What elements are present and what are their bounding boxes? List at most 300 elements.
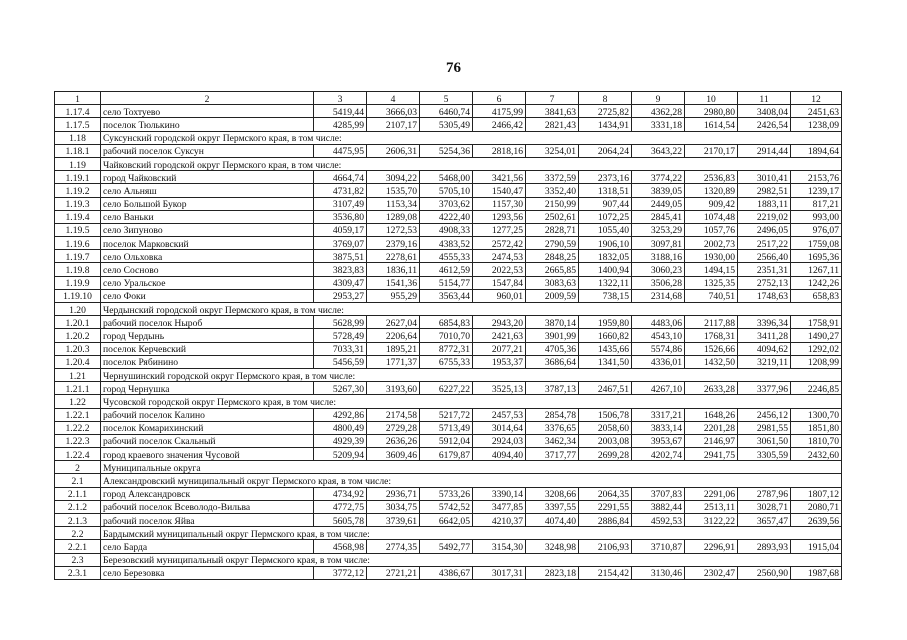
value-cell: 4202,74 bbox=[632, 448, 685, 461]
table-row bbox=[55, 448, 842, 461]
value-cell: 3390,14 bbox=[473, 487, 526, 500]
value-cell: 909,42 bbox=[685, 197, 738, 210]
value-cell: 5728,49 bbox=[314, 329, 367, 342]
header-cell: 6 bbox=[473, 92, 526, 105]
section-title: Березовский муниципальный округ Пермского края, в том числе: bbox=[101, 553, 842, 566]
value-cell: 1895,21 bbox=[367, 342, 420, 355]
value-cell: 5705,10 bbox=[420, 184, 473, 197]
table-row bbox=[55, 540, 842, 553]
value-cell: 3097,81 bbox=[632, 237, 685, 250]
value-cell: 3083,63 bbox=[526, 276, 579, 289]
row-code: 1.19.1 bbox=[55, 171, 101, 184]
settlement-name: село Альняш bbox=[101, 184, 314, 197]
value-cell: 1157,30 bbox=[473, 197, 526, 210]
value-cell: 2560,90 bbox=[738, 566, 791, 579]
data-table bbox=[54, 91, 842, 580]
value-cell: 5574,86 bbox=[632, 342, 685, 355]
value-cell: 5628,99 bbox=[314, 316, 367, 329]
row-code: 1.19.7 bbox=[55, 250, 101, 263]
value-cell: 4612,59 bbox=[420, 263, 473, 276]
row-code: 1.18 bbox=[55, 131, 101, 144]
header-cell: 9 bbox=[632, 92, 685, 105]
settlement-name: село Уральское bbox=[101, 276, 314, 289]
value-cell: 2373,16 bbox=[579, 171, 632, 184]
header-cell: 1 bbox=[55, 92, 101, 105]
value-cell: 4475,95 bbox=[314, 144, 367, 157]
value-cell: 6179,87 bbox=[420, 448, 473, 461]
value-cell: 4362,28 bbox=[632, 105, 685, 118]
value-cell: 3061,50 bbox=[738, 434, 791, 447]
settlement-name: село Зипуново bbox=[101, 223, 314, 236]
value-cell: 6642,05 bbox=[420, 514, 473, 527]
value-cell: 3536,80 bbox=[314, 210, 367, 223]
header-cell: 7 bbox=[526, 92, 579, 105]
value-cell: 1547,84 bbox=[473, 276, 526, 289]
value-cell: 2467,51 bbox=[579, 382, 632, 395]
header-row bbox=[55, 92, 842, 105]
header-cell: 5 bbox=[420, 92, 473, 105]
settlement-name: село Сосново bbox=[101, 263, 314, 276]
value-cell: 5605,78 bbox=[314, 514, 367, 527]
value-cell: 2636,26 bbox=[367, 434, 420, 447]
value-cell: 2496,05 bbox=[738, 223, 791, 236]
row-code: 1.17.5 bbox=[55, 118, 101, 131]
value-cell: 4094,62 bbox=[738, 342, 791, 355]
section-title: Чайковский городской округ Пермского края, в том числе: bbox=[101, 157, 842, 170]
section-row bbox=[55, 395, 842, 408]
value-cell: 817,21 bbox=[791, 197, 842, 210]
value-cell: 1153,34 bbox=[367, 197, 420, 210]
value-cell: 2606,31 bbox=[367, 144, 420, 157]
value-cell: 1239,17 bbox=[791, 184, 842, 197]
value-cell: 1494,15 bbox=[685, 263, 738, 276]
row-code: 1.18.1 bbox=[55, 144, 101, 157]
settlement-name: поселок Керчевский bbox=[101, 342, 314, 355]
row-code: 1.19.8 bbox=[55, 263, 101, 276]
value-cell: 5254,36 bbox=[420, 144, 473, 157]
value-cell: 6854,83 bbox=[420, 316, 473, 329]
settlement-name: город Чернушка bbox=[101, 382, 314, 395]
row-code: 1.19.4 bbox=[55, 210, 101, 223]
value-cell: 5217,72 bbox=[420, 408, 473, 421]
page-number: 76 bbox=[446, 60, 461, 76]
row-code: 2.1.1 bbox=[55, 487, 101, 500]
value-cell: 4800,49 bbox=[314, 421, 367, 434]
table-row bbox=[55, 105, 842, 118]
value-cell: 5912,04 bbox=[420, 434, 473, 447]
value-cell: 2818,16 bbox=[473, 144, 526, 157]
value-cell: 3411,28 bbox=[738, 329, 791, 342]
row-code: 1.19.10 bbox=[55, 289, 101, 302]
value-cell: 2729,28 bbox=[367, 421, 420, 434]
value-cell: 2170,17 bbox=[685, 144, 738, 157]
table-row bbox=[55, 316, 842, 329]
section-title: Суксунский городской округ Пермского края, в том числе: bbox=[101, 131, 842, 144]
settlement-name: город Александровск bbox=[101, 487, 314, 500]
row-code: 2.3.1 bbox=[55, 566, 101, 579]
value-cell: 4772,75 bbox=[314, 500, 367, 513]
table-row bbox=[55, 223, 842, 236]
section-row bbox=[55, 461, 842, 474]
value-cell: 3248,98 bbox=[526, 540, 579, 553]
row-code: 2 bbox=[55, 461, 101, 474]
value-cell: 2150,99 bbox=[526, 197, 579, 210]
value-cell: 4731,82 bbox=[314, 184, 367, 197]
value-cell: 2201,28 bbox=[685, 421, 738, 434]
value-cell: 2517,22 bbox=[738, 237, 791, 250]
value-cell: 3870,14 bbox=[526, 316, 579, 329]
value-cell: 2219,02 bbox=[738, 210, 791, 223]
value-cell: 5267,30 bbox=[314, 382, 367, 395]
value-cell: 3352,40 bbox=[526, 184, 579, 197]
value-cell: 1506,78 bbox=[579, 408, 632, 421]
value-cell: 5733,26 bbox=[420, 487, 473, 500]
value-cell: 2981,55 bbox=[738, 421, 791, 434]
value-cell: 1400,94 bbox=[579, 263, 632, 276]
value-cell: 738,15 bbox=[579, 289, 632, 302]
value-cell: 1277,25 bbox=[473, 223, 526, 236]
value-cell: 4568,98 bbox=[314, 540, 367, 553]
value-cell: 2845,41 bbox=[632, 210, 685, 223]
value-cell: 3774,22 bbox=[632, 171, 685, 184]
settlement-name: село Ваньки bbox=[101, 210, 314, 223]
value-cell: 4222,40 bbox=[420, 210, 473, 223]
row-code: 1.22.2 bbox=[55, 421, 101, 434]
value-cell: 3396,34 bbox=[738, 316, 791, 329]
header-cell: 2 bbox=[101, 92, 314, 105]
value-cell: 3462,34 bbox=[526, 434, 579, 447]
value-cell: 4267,10 bbox=[632, 382, 685, 395]
value-cell: 3686,64 bbox=[526, 355, 579, 368]
value-cell: 2513,11 bbox=[685, 500, 738, 513]
value-cell: 2457,53 bbox=[473, 408, 526, 421]
value-cell: 2106,93 bbox=[579, 540, 632, 553]
value-cell: 955,29 bbox=[367, 289, 420, 302]
table-row bbox=[55, 487, 842, 500]
value-cell: 2146,97 bbox=[685, 434, 738, 447]
value-cell: 1930,00 bbox=[685, 250, 738, 263]
value-cell: 2725,82 bbox=[579, 105, 632, 118]
value-cell: 3769,07 bbox=[314, 237, 367, 250]
value-cell: 5305,49 bbox=[420, 118, 473, 131]
value-cell: 1490,27 bbox=[791, 329, 842, 342]
header-cell: 12 bbox=[791, 92, 842, 105]
value-cell: 3107,49 bbox=[314, 197, 367, 210]
section-row bbox=[55, 474, 842, 487]
value-cell: 1915,04 bbox=[791, 540, 842, 553]
value-cell: 1074,48 bbox=[685, 210, 738, 223]
value-cell: 2174,58 bbox=[367, 408, 420, 421]
value-cell: 2536,83 bbox=[685, 171, 738, 184]
value-cell: 1541,36 bbox=[367, 276, 420, 289]
settlement-name: город краевого значения Чусовой bbox=[101, 448, 314, 461]
value-cell: 2246,85 bbox=[791, 382, 842, 395]
value-cell: 3122,22 bbox=[685, 514, 738, 527]
row-code: 1.19 bbox=[55, 157, 101, 170]
value-cell: 2351,31 bbox=[738, 263, 791, 276]
table-row bbox=[55, 514, 842, 527]
value-cell: 1435,66 bbox=[579, 342, 632, 355]
settlement-name: село Фоки bbox=[101, 289, 314, 302]
value-cell: 2936,71 bbox=[367, 487, 420, 500]
table-row bbox=[55, 276, 842, 289]
section-row bbox=[55, 131, 842, 144]
value-cell: 2154,42 bbox=[579, 566, 632, 579]
value-cell: 3017,31 bbox=[473, 566, 526, 579]
value-cell: 1894,64 bbox=[791, 144, 842, 157]
value-cell: 1614,54 bbox=[685, 118, 738, 131]
section-row bbox=[55, 157, 842, 170]
value-cell: 4555,33 bbox=[420, 250, 473, 263]
value-cell: 3710,87 bbox=[632, 540, 685, 553]
value-cell: 5492,77 bbox=[420, 540, 473, 553]
value-cell: 2639,56 bbox=[791, 514, 842, 527]
value-cell: 2421,63 bbox=[473, 329, 526, 342]
row-code: 1.20.3 bbox=[55, 342, 101, 355]
value-cell: 2886,84 bbox=[579, 514, 632, 527]
value-cell: 2064,24 bbox=[579, 144, 632, 157]
value-cell: 3563,44 bbox=[420, 289, 473, 302]
value-cell: 2665,85 bbox=[526, 263, 579, 276]
row-code: 1.17.4 bbox=[55, 105, 101, 118]
value-cell: 8772,31 bbox=[420, 342, 473, 355]
table-row bbox=[55, 382, 842, 395]
settlement-name: рабочий поселок Яйва bbox=[101, 514, 314, 527]
value-cell: 1810,70 bbox=[791, 434, 842, 447]
row-code: 1.21.1 bbox=[55, 382, 101, 395]
value-cell: 2721,21 bbox=[367, 566, 420, 579]
value-cell: 3028,71 bbox=[738, 500, 791, 513]
value-cell: 2009,59 bbox=[526, 289, 579, 302]
value-cell: 1072,25 bbox=[579, 210, 632, 223]
value-cell: 2432,60 bbox=[791, 448, 842, 461]
value-cell: 3875,51 bbox=[314, 250, 367, 263]
value-cell: 3717,77 bbox=[526, 448, 579, 461]
value-cell: 3253,29 bbox=[632, 223, 685, 236]
value-cell: 2302,47 bbox=[685, 566, 738, 579]
row-code: 2.1.2 bbox=[55, 500, 101, 513]
value-cell: 3707,83 bbox=[632, 487, 685, 500]
value-cell: 3317,21 bbox=[632, 408, 685, 421]
table-row bbox=[55, 237, 842, 250]
value-cell: 2941,75 bbox=[685, 448, 738, 461]
value-cell: 4336,01 bbox=[632, 355, 685, 368]
value-cell: 2566,40 bbox=[738, 250, 791, 263]
table-row bbox=[55, 197, 842, 210]
value-cell: 3787,13 bbox=[526, 382, 579, 395]
value-cell: 5468,00 bbox=[420, 171, 473, 184]
value-cell: 3408,04 bbox=[738, 105, 791, 118]
value-cell: 5456,59 bbox=[314, 355, 367, 368]
value-cell: 1320,89 bbox=[685, 184, 738, 197]
table-row bbox=[55, 263, 842, 276]
row-code: 2.3 bbox=[55, 553, 101, 566]
settlement-name: село Ольховка bbox=[101, 250, 314, 263]
value-cell: 4094,40 bbox=[473, 448, 526, 461]
value-cell: 1341,50 bbox=[579, 355, 632, 368]
value-cell: 1906,10 bbox=[579, 237, 632, 250]
value-cell: 3130,46 bbox=[632, 566, 685, 579]
value-cell: 3208,66 bbox=[526, 487, 579, 500]
table-row bbox=[55, 434, 842, 447]
value-cell: 3014,64 bbox=[473, 421, 526, 434]
value-cell: 4664,74 bbox=[314, 171, 367, 184]
value-cell: 3154,30 bbox=[473, 540, 526, 553]
value-cell: 3377,96 bbox=[738, 382, 791, 395]
value-cell: 3525,13 bbox=[473, 382, 526, 395]
value-cell: 4592,53 bbox=[632, 514, 685, 527]
row-code: 1.20.1 bbox=[55, 316, 101, 329]
row-code: 1.20.4 bbox=[55, 355, 101, 368]
value-cell: 1300,70 bbox=[791, 408, 842, 421]
settlement-name: поселок Рябинино bbox=[101, 355, 314, 368]
value-cell: 2914,44 bbox=[738, 144, 791, 157]
section-title: Чусовской городской округ Пермского края, в том числе: bbox=[101, 395, 842, 408]
settlement-name: город Чердынь bbox=[101, 329, 314, 342]
value-cell: 4059,17 bbox=[314, 223, 367, 236]
value-cell: 1293,56 bbox=[473, 210, 526, 223]
row-code: 1.20 bbox=[55, 303, 101, 316]
value-cell: 3305,59 bbox=[738, 448, 791, 461]
value-cell: 2107,17 bbox=[367, 118, 420, 131]
value-cell: 1289,08 bbox=[367, 210, 420, 223]
value-cell: 3506,28 bbox=[632, 276, 685, 289]
value-cell: 1238,09 bbox=[791, 118, 842, 131]
value-cell: 3188,16 bbox=[632, 250, 685, 263]
value-cell: 4074,40 bbox=[526, 514, 579, 527]
row-code: 1.22 bbox=[55, 395, 101, 408]
value-cell: 1267,11 bbox=[791, 263, 842, 276]
value-cell: 1272,53 bbox=[367, 223, 420, 236]
value-cell: 3739,61 bbox=[367, 514, 420, 527]
table-row bbox=[55, 289, 842, 302]
value-cell: 5209,94 bbox=[314, 448, 367, 461]
section-title: Чернушинский городской округ Пермского края, в том числе: bbox=[101, 368, 842, 381]
section-row bbox=[55, 527, 842, 540]
value-cell: 2379,16 bbox=[367, 237, 420, 250]
value-cell: 2314,68 bbox=[632, 289, 685, 302]
table-row bbox=[55, 184, 842, 197]
value-cell: 3397,55 bbox=[526, 500, 579, 513]
value-cell: 3839,05 bbox=[632, 184, 685, 197]
value-cell: 5419,44 bbox=[314, 105, 367, 118]
value-cell: 3901,99 bbox=[526, 329, 579, 342]
row-code: 2.2 bbox=[55, 527, 101, 540]
value-cell: 5713,49 bbox=[420, 421, 473, 434]
section-title: Бардымский муниципальный округ Пермского края, в том числе: bbox=[101, 527, 842, 540]
settlement-name: рабочий поселок Скальный bbox=[101, 434, 314, 447]
value-cell: 2451,63 bbox=[791, 105, 842, 118]
row-code: 1.19.9 bbox=[55, 276, 101, 289]
value-cell: 2080,71 bbox=[791, 500, 842, 513]
value-cell: 2064,35 bbox=[579, 487, 632, 500]
value-cell: 2828,71 bbox=[526, 223, 579, 236]
value-cell: 1851,80 bbox=[791, 421, 842, 434]
header-cell: 11 bbox=[738, 92, 791, 105]
value-cell: 2003,08 bbox=[579, 434, 632, 447]
value-cell: 740,51 bbox=[685, 289, 738, 302]
value-cell: 993,00 bbox=[791, 210, 842, 223]
value-cell: 2058,60 bbox=[579, 421, 632, 434]
value-cell: 3823,83 bbox=[314, 263, 367, 276]
value-cell: 5154,77 bbox=[420, 276, 473, 289]
value-cell: 2456,12 bbox=[738, 408, 791, 421]
value-cell: 2848,25 bbox=[526, 250, 579, 263]
value-cell: 1318,51 bbox=[579, 184, 632, 197]
settlement-name: город Чайковский bbox=[101, 171, 314, 184]
value-cell: 3060,23 bbox=[632, 263, 685, 276]
value-cell: 1759,08 bbox=[791, 237, 842, 250]
value-cell: 2502,61 bbox=[526, 210, 579, 223]
value-cell: 1660,82 bbox=[579, 329, 632, 342]
row-code: 1.22.4 bbox=[55, 448, 101, 461]
value-cell: 1208,99 bbox=[791, 355, 842, 368]
settlement-name: поселок Марковский bbox=[101, 237, 314, 250]
value-cell: 1325,35 bbox=[685, 276, 738, 289]
value-cell: 1987,68 bbox=[791, 566, 842, 579]
value-cell: 1695,36 bbox=[791, 250, 842, 263]
value-cell: 2924,03 bbox=[473, 434, 526, 447]
value-cell: 976,07 bbox=[791, 223, 842, 236]
value-cell: 1434,91 bbox=[579, 118, 632, 131]
value-cell: 3609,46 bbox=[367, 448, 420, 461]
value-cell: 2278,61 bbox=[367, 250, 420, 263]
value-cell: 3094,22 bbox=[367, 171, 420, 184]
value-cell: 3376,65 bbox=[526, 421, 579, 434]
value-cell: 3657,47 bbox=[738, 514, 791, 527]
section-row bbox=[55, 553, 842, 566]
value-cell: 4175,99 bbox=[473, 105, 526, 118]
value-cell: 2893,93 bbox=[738, 540, 791, 553]
row-code: 1.20.2 bbox=[55, 329, 101, 342]
value-cell: 2790,59 bbox=[526, 237, 579, 250]
section-row bbox=[55, 368, 842, 381]
value-cell: 2752,13 bbox=[738, 276, 791, 289]
value-cell: 6755,33 bbox=[420, 355, 473, 368]
value-cell: 2206,64 bbox=[367, 329, 420, 342]
value-cell: 1242,26 bbox=[791, 276, 842, 289]
value-cell: 3953,67 bbox=[632, 434, 685, 447]
value-cell: 1758,91 bbox=[791, 316, 842, 329]
value-cell: 907,44 bbox=[579, 197, 632, 210]
value-cell: 2980,80 bbox=[685, 105, 738, 118]
table-row bbox=[55, 118, 842, 131]
settlement-name: рабочий поселок Суксун bbox=[101, 144, 314, 157]
value-cell: 4292,86 bbox=[314, 408, 367, 421]
table-body bbox=[55, 92, 842, 580]
value-cell: 4908,33 bbox=[420, 223, 473, 236]
value-cell: 3643,22 bbox=[632, 144, 685, 157]
row-code: 2.1 bbox=[55, 474, 101, 487]
row-code: 2.1.3 bbox=[55, 514, 101, 527]
value-cell: 2982,51 bbox=[738, 184, 791, 197]
value-cell: 3882,44 bbox=[632, 500, 685, 513]
settlement-name: село Барда bbox=[101, 540, 314, 553]
value-cell: 1807,12 bbox=[791, 487, 842, 500]
value-cell: 3703,62 bbox=[420, 197, 473, 210]
value-cell: 2291,06 bbox=[685, 487, 738, 500]
value-cell: 6227,22 bbox=[420, 382, 473, 395]
section-title: Муниципальные округа bbox=[101, 461, 842, 474]
settlement-name: рабочий поселок Калино bbox=[101, 408, 314, 421]
value-cell: 2466,42 bbox=[473, 118, 526, 131]
value-cell: 2291,55 bbox=[579, 500, 632, 513]
value-cell: 6460,74 bbox=[420, 105, 473, 118]
table-row bbox=[55, 408, 842, 421]
value-cell: 1959,80 bbox=[579, 316, 632, 329]
value-cell: 658,83 bbox=[791, 289, 842, 302]
value-cell: 1292,02 bbox=[791, 342, 842, 355]
